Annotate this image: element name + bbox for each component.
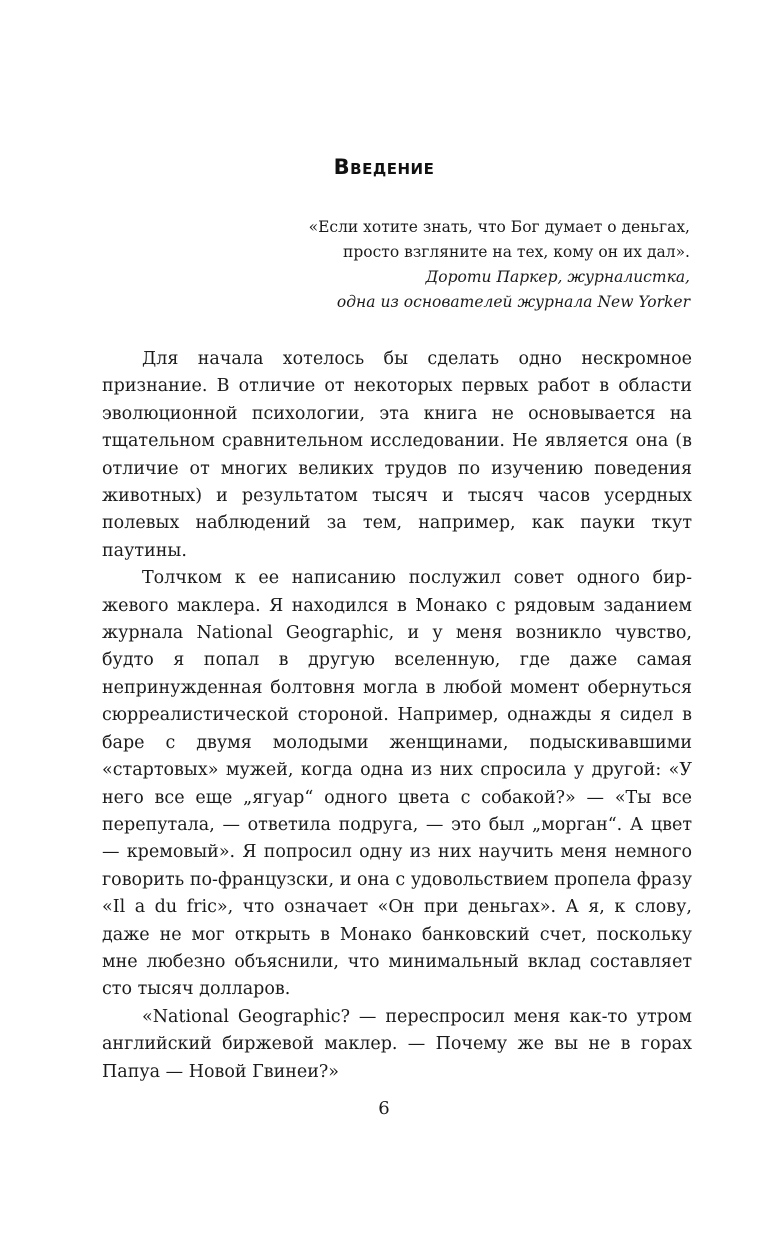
body-text bbox=[102, 346, 692, 1086]
epigraph-attribution-line: Дороти Паркер, журналистка, bbox=[425, 268, 690, 286]
paragraph: Толчком к ее написанию послужил совет одного биржевого маклера. Я находился в Монако с рядовым заданием журнала National Geographic, и у меня возникло чувство, будто я попал в другую вселенную, где даже самая непринужденная болтовня могла в любой момент обернуться сюрреалистической стороной. Например, однажды я сидел в баре с двумя молодыми женщинами, подыскивавшими «стартовых» мужей, когда одна из них спросила у другой: «У него все еще „ягуар“ одного цвета с собакой?» — «Ты все перепутала, — ответила подруга, — это был „морган“. А цвет — кремовый». Я попросил одну из них научить меня немного говорить по-французски, и она с удовольствием пропела фразу «Il a du fric», что означает «Он при деньгах». А я, к слову, даже не мог открыть в Монако банковский счет, поскольку мне любезно объяснили, что минимальный вклад составляет сто тысяч долларов. bbox=[102, 568, 692, 1000]
chapter-title: Введение bbox=[333, 155, 435, 179]
epigraph-quote-line: просто взгляните на тех, кому он их дал». bbox=[343, 243, 690, 261]
epigraph-attribution-line: одна из основателей журнала New Yorker bbox=[336, 293, 690, 311]
epigraph bbox=[170, 215, 690, 315]
paragraph: Для начала хотелось бы сделать одно нескромное признание. В отличие от некоторых первых работ в области эволюционной психологии, эта книга не основывается на тщательном сравнительном исследовании. Не является она (в отличие от многих великих трудов по изучению поведения животных) и результатом тысяч и тысяч часов усердных полевых наблюдений за тем, например, как пауки ткут паутины. bbox=[102, 349, 692, 561]
page-number: 6 bbox=[378, 1098, 390, 1119]
epigraph-quote-line: «Если хотите знать, что Бог думает о деньгах, bbox=[308, 218, 690, 236]
paragraph: «National Geographic? — переспросил меня как-то утром английский биржевой маклер. — Почему же вы не в горах Папуа — Новой Гвинеи?» bbox=[102, 1006, 692, 1082]
